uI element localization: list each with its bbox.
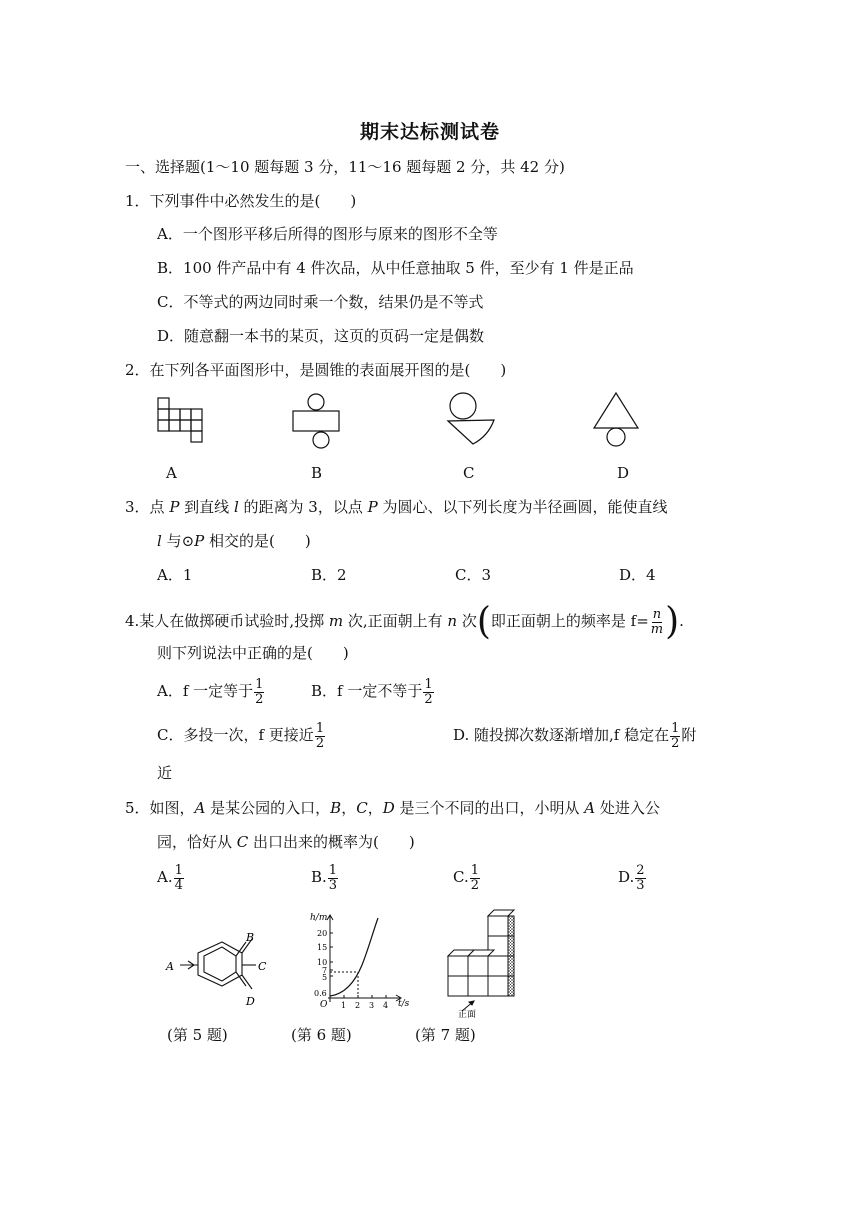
fig6-ytick-06: 0.6 xyxy=(314,989,327,998)
q2-label-b: B xyxy=(311,464,323,482)
fig6-ytick-15: 15 xyxy=(317,943,328,952)
q2-figures xyxy=(150,390,650,450)
q4-option-d: D. 随投掷次数逐渐增加,f 稳定在 $\frac{1}{2}$ 附 xyxy=(453,720,697,751)
page-title: 期末达标测试卷 xyxy=(359,121,500,143)
caption-q7: (第 7 题) xyxy=(415,1026,476,1044)
figure-q5-paths xyxy=(160,925,270,1010)
fig6-ytick-20: 20 xyxy=(317,929,328,938)
q1-option-d: D．随意翻一本书的某页，这页的页码一定是偶数 xyxy=(157,327,485,345)
q4-option-a: A．f 一定等于 $\frac{1}{2}$ xyxy=(157,676,264,707)
q2-label-d: D xyxy=(617,464,630,482)
q2-stem: 2．在下列各平面图形中，是圆锥的表面展开图的是( ) xyxy=(125,361,507,379)
q1-option-b: B．100 件产品中有 4 件次品，从中任意抽取 5 件，至少有 1 件是正品 xyxy=(157,259,634,277)
q3-line1: 3．点 P 到直线 l 的距离为 3，以点 P 为圆心、以下列长度为半径画圆，能使直线 xyxy=(125,498,668,516)
q2-figure-a xyxy=(158,398,202,442)
q5-option-c: C. $\frac{1}{2}$ xyxy=(453,862,479,893)
fig7-front-label: 正面 xyxy=(458,1010,477,1018)
q5-option-b: B. $\frac{1}{3}$ xyxy=(311,862,338,893)
q5-option-d: D. $\frac{2}{3}$ xyxy=(618,862,645,893)
fig5-label-d: D xyxy=(246,995,255,1008)
fig5-label-a: A xyxy=(166,960,174,973)
caption-q6: (第 6 题) xyxy=(291,1026,352,1044)
q1-option-a: A．一个图形平移后所得的图形与原来的图形不全等 xyxy=(157,225,498,243)
fig6-x-label: t/s xyxy=(398,999,410,1009)
figure-q7-cubes xyxy=(440,908,530,1018)
q4-option-b: B．f 一定不等于 $\frac{1}{2}$ xyxy=(311,676,433,707)
q5-line2: 园，恰好从 C 出口出来的概率为( ) xyxy=(157,833,415,851)
q4-line2: 则下列说法中正确的是( ) xyxy=(157,644,349,662)
q5-option-a: A. $\frac{1}{4}$ xyxy=(157,862,183,893)
q4-line1: 4.某人在做掷硬币试验时,投掷 m 次,正面朝上有 n 次(即正面朝上的频率是 f= $\frac{n}{m}$ ). xyxy=(125,599,684,643)
q2-figure-d xyxy=(594,393,638,446)
fig6-curve xyxy=(330,918,378,996)
q4-option-c: C．多投一次，f 更接近 $\frac{1}{2}$ xyxy=(157,720,325,751)
q2-label-a: A xyxy=(166,464,177,482)
fig6-y-label: h/m xyxy=(310,913,328,923)
figure-q6-graph xyxy=(300,910,420,1010)
fig6-xtick-1: 1 xyxy=(341,1001,347,1010)
q1-stem: 1．下列事件中必然发生的是( ) xyxy=(125,192,357,210)
q3-option-d: D．4 xyxy=(619,566,656,584)
q3-line2: l 与⊙P 相交的是( ) xyxy=(157,532,311,550)
fig6-origin: O xyxy=(320,1000,328,1010)
fig6-xtick-2: 2 xyxy=(355,1001,361,1010)
q2-figure-c xyxy=(448,393,494,444)
q3-option-a: A．1 xyxy=(157,566,193,584)
q2-label-c: C xyxy=(463,464,475,482)
fig6-ytick-7: 7 xyxy=(322,966,328,975)
fig6-xtick-3: 3 xyxy=(369,1001,375,1010)
fig5-label-c: C xyxy=(258,960,267,973)
q3-option-b: B．2 xyxy=(311,566,347,584)
fig6-xtick-4: 4 xyxy=(383,1001,389,1010)
q3-option-c: C．3 xyxy=(455,566,492,584)
fig6-ytick-10: 10 xyxy=(317,958,328,967)
fig5-label-b: B xyxy=(246,931,255,944)
q2-figure-b xyxy=(293,394,339,448)
q5-line1: 5．如图，A 是某公园的入口，B，C，D 是三个不同的出口，小明从 A 处进入公 xyxy=(125,799,660,817)
fig6-ytick-5: 5 xyxy=(322,973,328,982)
q1-option-c: C．不等式的两边同时乘一个数，结果仍是不等式 xyxy=(157,293,484,311)
section-heading: 一、选择题(1～10 题每题 3 分，11～16 题每题 2 分，共 42 分) xyxy=(125,158,565,176)
caption-q5: (第 5 题) xyxy=(167,1026,228,1044)
q4-option-d-wrap: 近 xyxy=(157,764,173,782)
